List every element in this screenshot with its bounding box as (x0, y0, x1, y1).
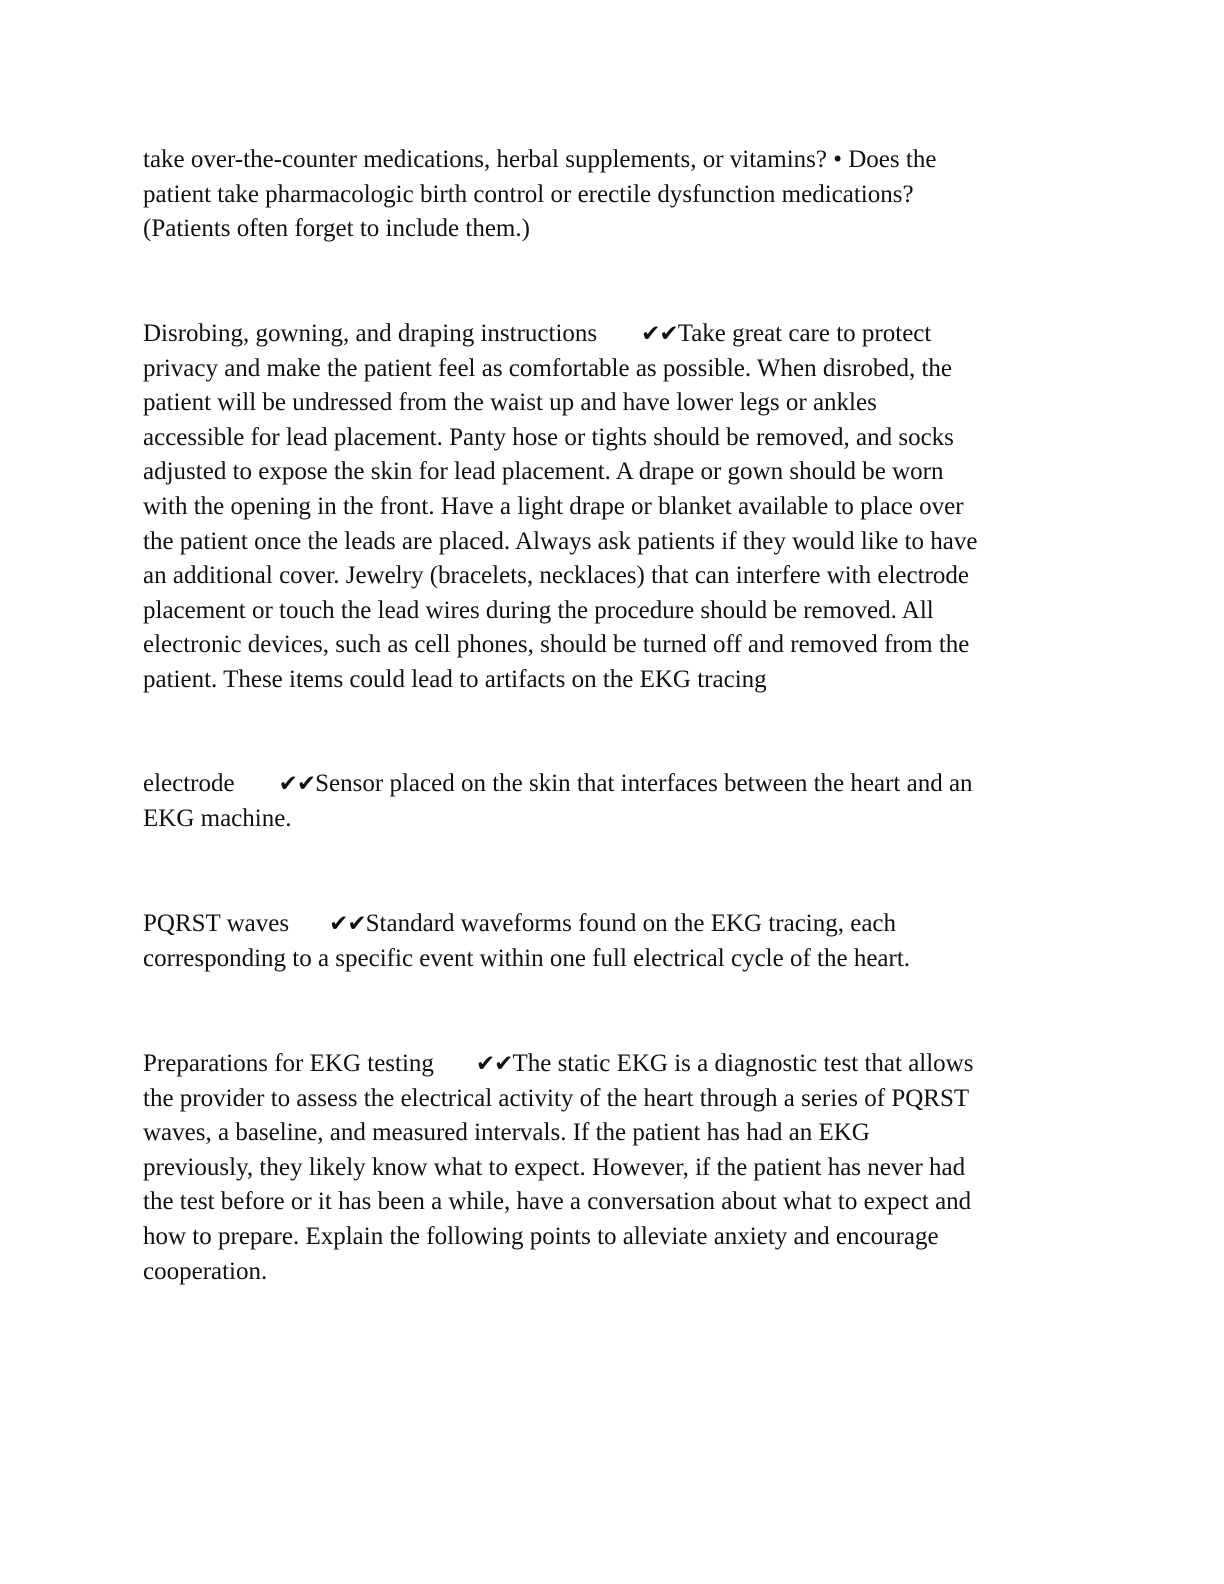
entry-first-line (143, 317, 1083, 352)
entry-line: accessible for lead placement. Panty hose or tights should be removed, and socks (143, 423, 954, 451)
entry-line: with the opening in the front. Have a light drape or blanket available to place over (143, 492, 964, 520)
entry-line: the patient once the leads are placed. Always ask patients if they would like to have (143, 527, 978, 555)
entry-first-line (143, 907, 1083, 942)
entry-line: privacy and make the patient feel as comfortable as possible. When disrobed, the (143, 354, 952, 382)
entry-line: EKG machine. (143, 804, 292, 832)
entry-term: Disrobing, gowning, and draping instructions (143, 320, 598, 347)
flashcard-entry (143, 767, 1083, 836)
entry-definition-start: Sensor placed on the skin that interfaces between the heart and an (315, 770, 973, 797)
intro-line: patient take pharmacologic birth control or erectile dysfunction medications? (143, 180, 914, 208)
flashcard-entry (143, 317, 1083, 698)
entry-line: patient will be undressed from the waist up and have lower legs or ankles (143, 389, 877, 417)
entry-line: the provider to assess the electrical activity of the heart through a series of PQRST (143, 1084, 970, 1112)
entry-term: electrode (143, 770, 235, 797)
entry-line: electronic devices, such as cell phones, should be turned off and removed from the (143, 631, 970, 659)
entry-line: how to prepare. Explain the following points to alleviate anxiety and encourage (143, 1222, 939, 1250)
entry-line: adjusted to expose the skin for lead placement. A drape or gown should be worn (143, 458, 944, 486)
entry-definition-start: Take great care to protect (677, 320, 932, 347)
flashcard-entry (143, 907, 1083, 976)
entry-term: Preparations for EKG testing (143, 1050, 434, 1077)
entry-first-line (143, 1047, 1083, 1082)
entry-line: waves, a baseline, and measured intervals. If the patient has had an EKG (143, 1119, 870, 1147)
entry-line: previously, they likely know what to expect. However, if the patient has never had (143, 1153, 966, 1181)
entry-line: placement or touch the lead wires during the procedure should be removed. All (143, 596, 934, 624)
entry-line: patient. These items could lead to artifacts on the EKG tracing (143, 665, 767, 693)
check-icon: ✔✔ (475, 1051, 513, 1077)
entry-line: the test before or it has been a while, have a conversation about what to expect and (143, 1188, 972, 1216)
entry-line: an additional cover. Jewelry (bracelets, necklaces) that can interfere with electrode (143, 562, 969, 590)
intro-paragraph (143, 143, 1083, 247)
entry-definition-start: Standard waveforms found on the EKG tracing, each (365, 910, 897, 937)
check-icon: ✔✔ (278, 771, 316, 797)
entry-definition-start: The static EKG is a diagnostic test that allows (512, 1050, 974, 1077)
check-icon: ✔✔ (641, 321, 678, 347)
check-icon: ✔✔ (329, 911, 366, 937)
entry-line: cooperation. (143, 1257, 268, 1285)
flashcard-entry (143, 1047, 1083, 1289)
entry-line: corresponding to a specific event within one full electrical cycle of the heart. (143, 944, 911, 972)
intro-line: take over-the-counter medications, herbal supplements, or vitamins? • Does the (143, 146, 937, 173)
entry-first-line (143, 767, 1083, 802)
entry-term: PQRST waves (143, 910, 290, 937)
intro-line: (Patients often forget to include them.) (143, 215, 530, 243)
